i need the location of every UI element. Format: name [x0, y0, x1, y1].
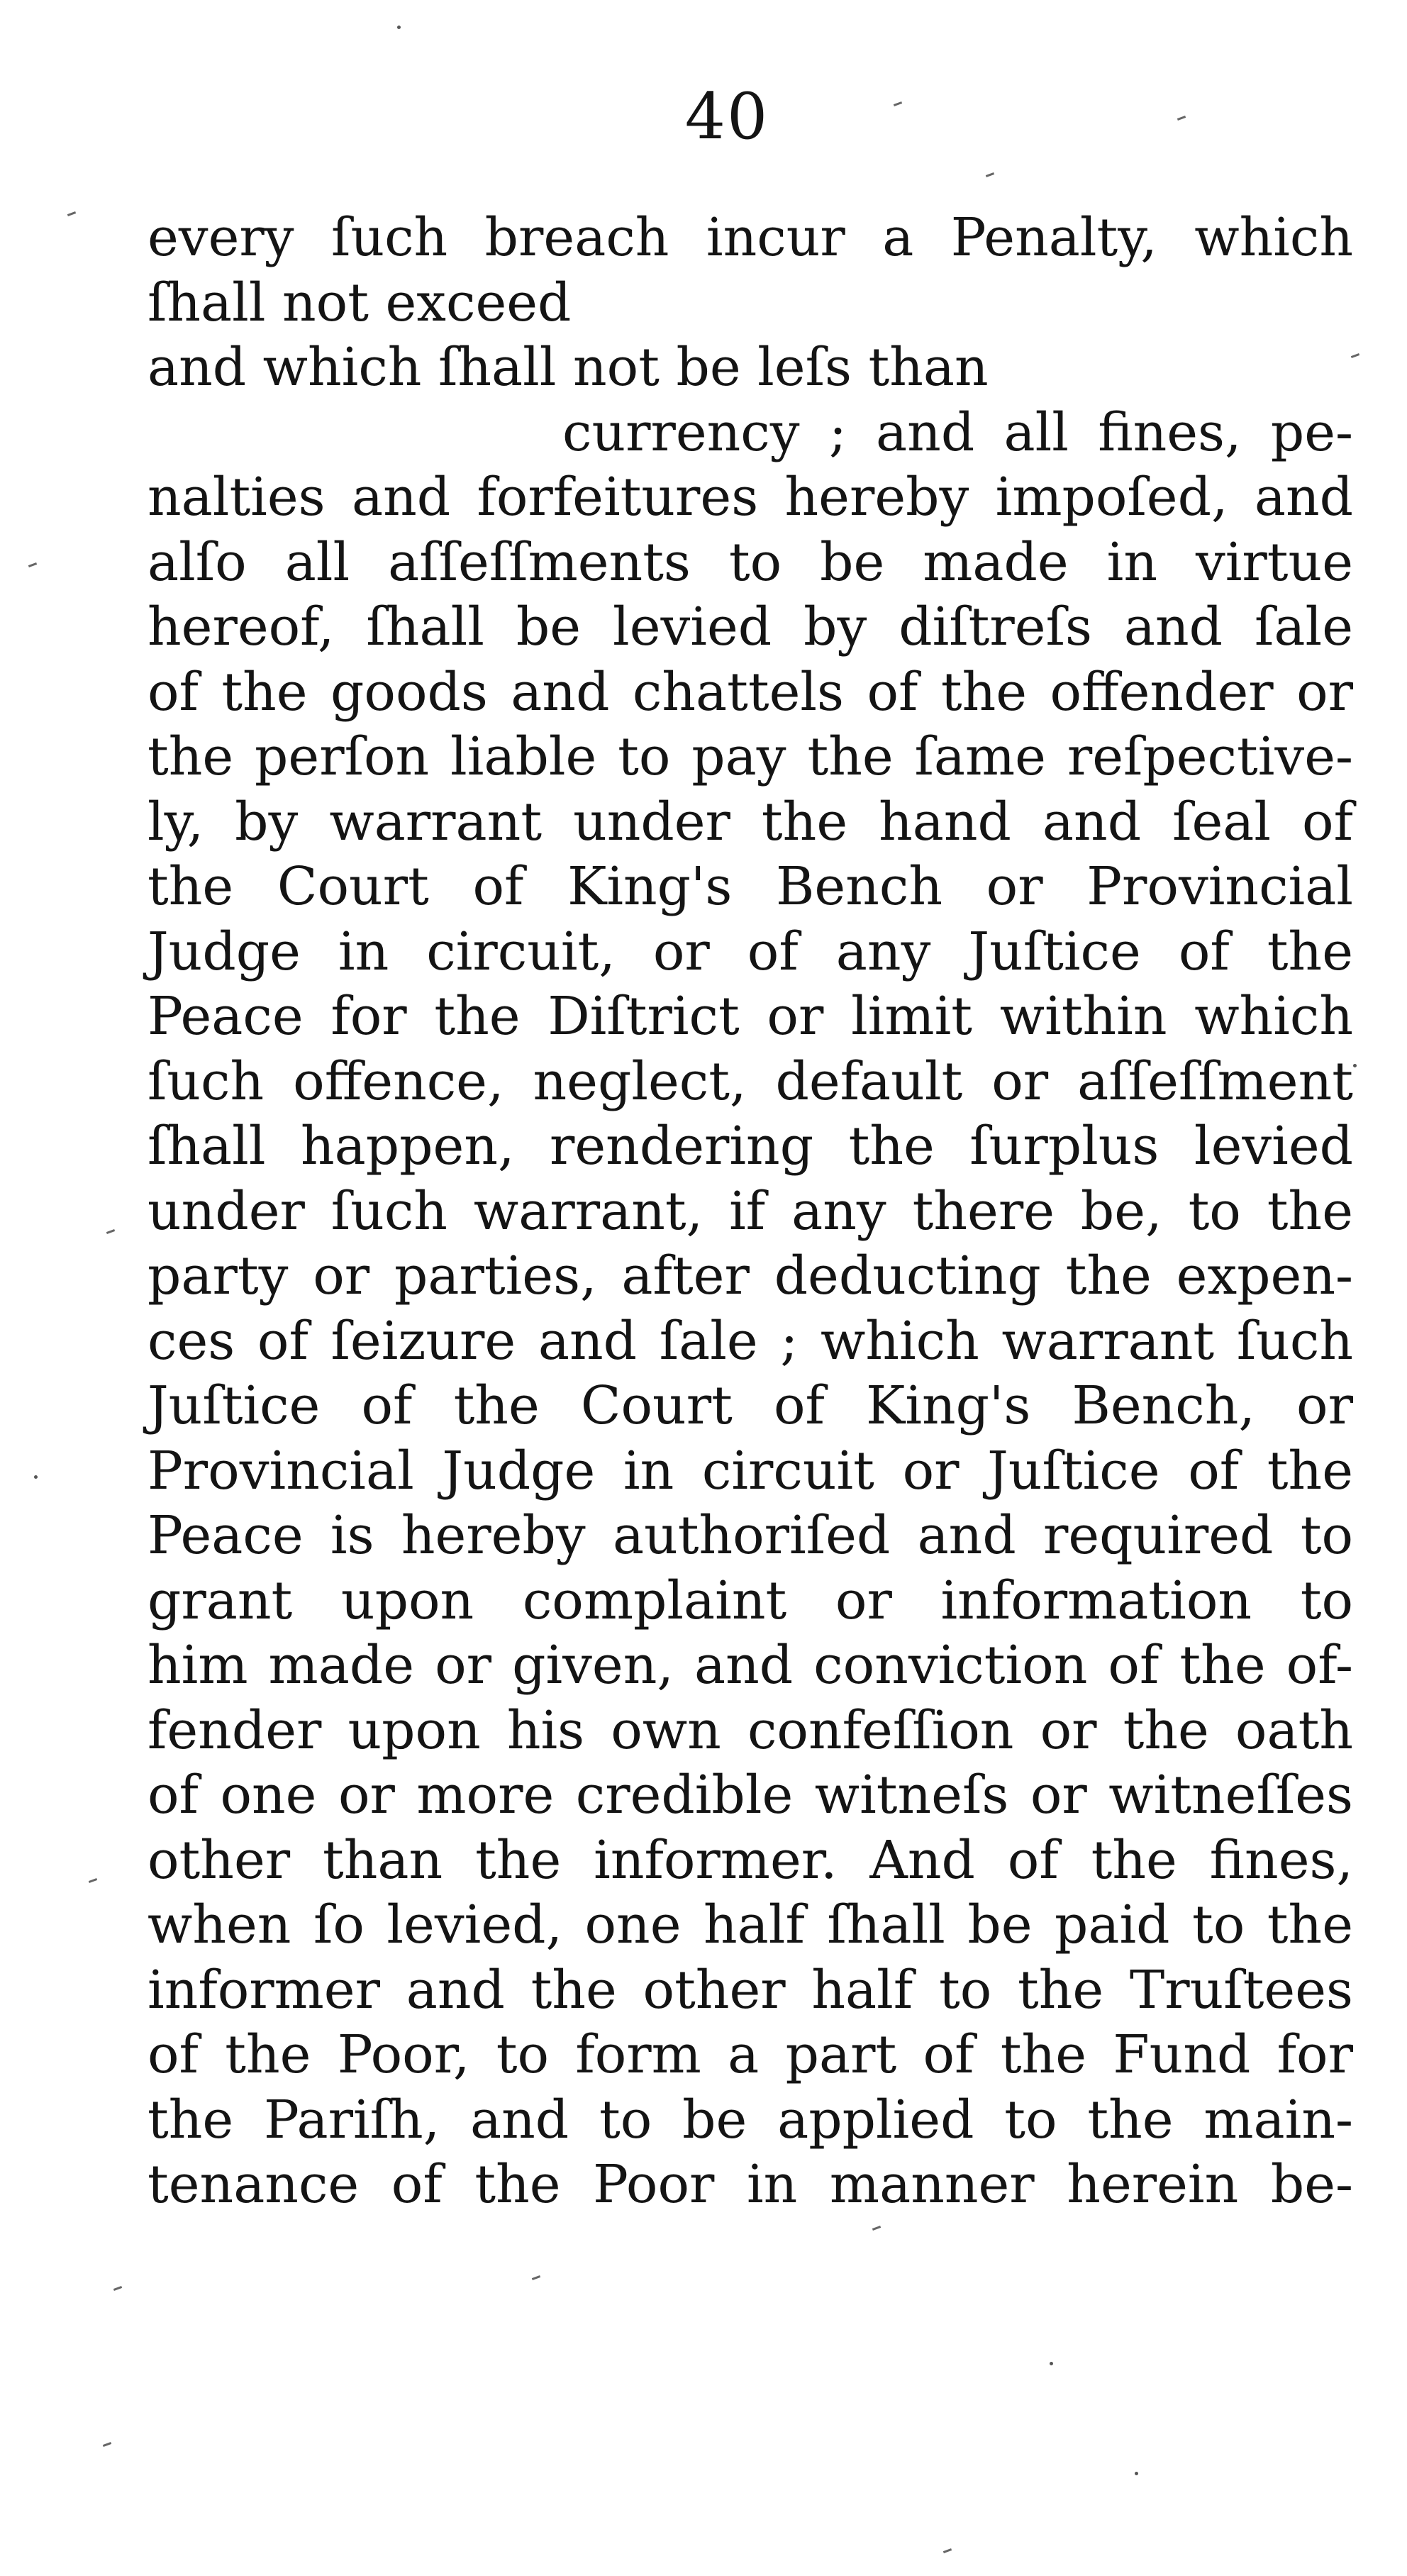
text-line: Judge in circuit, or of any Juſtice of the	[148, 921, 1353, 982]
text-line: fender upon his own confeſſion or the oath	[148, 1699, 1353, 1761]
text-line: ſhall happen, rendering the ſurplus levied	[148, 1116, 1353, 1177]
text-line: ſhall not exceed	[148, 272, 572, 333]
text-line: and which ſhall not be leſs than	[148, 337, 989, 398]
text-line: when ſo levied, one half ſhall be paid to the	[148, 1894, 1353, 1955]
text-line: the perſon liable to pay the ſame reſpective-	[148, 726, 1353, 787]
text-line: grant upon complaint or information to	[148, 1570, 1353, 1631]
scan-speck	[113, 2286, 122, 2291]
text-line: hereof, ſhall be levied by diſtreſs and ſale	[148, 596, 1353, 657]
text-line: Peace for the Diſtrict or limit within which	[148, 986, 1353, 1047]
scan-speck	[67, 211, 76, 216]
scan-speck	[28, 562, 37, 567]
text-line: Provincial Judge in circuit or Juſtice of the	[148, 1440, 1353, 1501]
page-number: 40	[684, 79, 769, 154]
text-line: under ſuch warrant, if any there be, to the	[148, 1180, 1353, 1242]
text-line: party or parties, after deducting the expen-	[148, 1245, 1353, 1306]
text-line: informer and the other half to the Truſtees	[148, 1959, 1353, 2021]
text-line: the Pariſh, and to be applied to the main-	[148, 2089, 1353, 2150]
scan-speck	[397, 26, 401, 29]
text-line: alſo all aſſeſſments to be made in virtue	[148, 531, 1353, 593]
scan-speck	[1135, 2472, 1138, 2475]
text-line: him made or given, and conviction of the of-	[148, 1635, 1353, 1696]
text-line: of the goods and chattels of the offender or	[148, 661, 1353, 723]
text-line: currency ; and all fines, pe-	[562, 401, 1353, 463]
text-line: the Court of King's Bench or Provincial	[148, 856, 1353, 917]
text-line: Juſtice of the Court of King's Bench, or	[148, 1375, 1353, 1436]
scan-speck	[1050, 2362, 1053, 2365]
scan-speck	[106, 1229, 115, 1234]
scan-speck	[986, 172, 994, 177]
text-line: ſuch offence, neglect, default or aſſeſſment	[148, 1050, 1353, 1112]
scan-speck	[1353, 1064, 1357, 1067]
scan-speck	[532, 2275, 540, 2280]
text-line: other than the informer. And of the fines,	[148, 1829, 1353, 1891]
text-line: tenance of the Poor in manner herein be-	[148, 2154, 1353, 2215]
scan-speck	[872, 2226, 881, 2231]
text-line: Peace is hereby authoriſed and required to	[148, 1505, 1353, 1566]
scan-speck	[943, 2548, 952, 2553]
text-line: nalties and forfeitures hereby impoſed, and	[148, 467, 1353, 528]
text-line: ly, by warrant under the hand and ſeal of	[148, 791, 1353, 853]
scan-speck	[103, 2442, 111, 2447]
scan-speck	[34, 1475, 38, 1479]
text-line: of one or more credible witneſs or witneſſes	[148, 1765, 1353, 1826]
text-line: ces of ſeizure and ſale ; which warrant ſuch	[148, 1310, 1353, 1372]
scan-speck	[89, 1878, 97, 1883]
text-line: of the Poor, to form a part of the Fund for	[148, 2024, 1353, 2085]
text-line: every ſuch breach incur a Penalty, which	[148, 207, 1353, 268]
body-text	[148, 206, 1353, 2218]
